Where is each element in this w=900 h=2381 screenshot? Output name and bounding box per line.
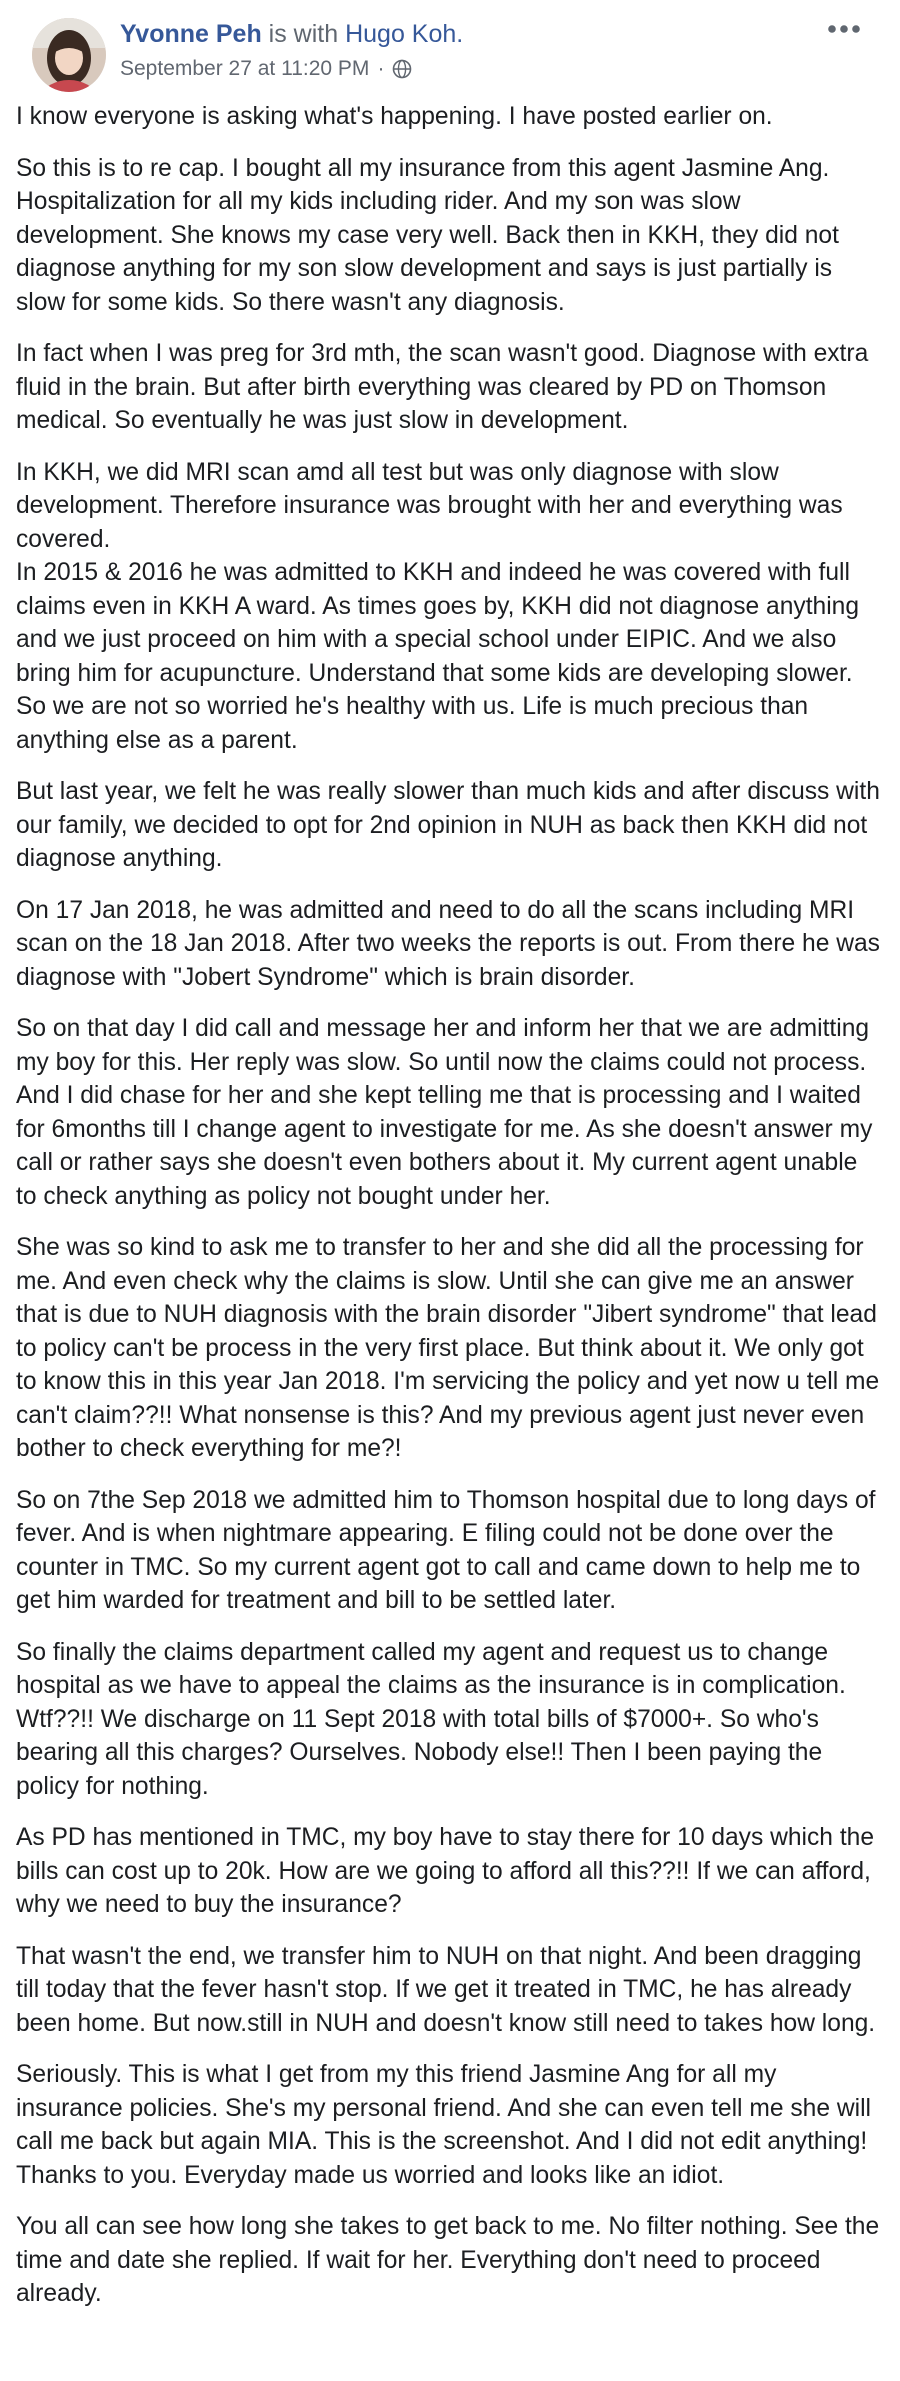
post-meta [120, 57, 412, 81]
avatar[interactable] [32, 18, 106, 92]
meta-separator: · [377, 57, 385, 80]
post-paragraph: On 17 Jan 2018, he was admitted and need to do all the scans including MRI scan on the 18 Jan 2018. After two weeks the reports is out. From there he was diagnose with "Jobert Syndrome" which is brain disorder. [16, 896, 880, 991]
post-header [16, 0, 884, 100]
globe-icon[interactable] [392, 59, 412, 79]
post-timestamp-link[interactable]: September 27 at 11:20 PM [120, 57, 370, 80]
post-paragraph: In 2015 & 2016 he was admitted to KKH and indeed he was covered with full claims even in KKH A ward. As times goes by, KKH did not diagnose anything and we just proceed on him with a special school under EIPIC. And we also bring him for acupuncture. Understand that some kids are developing slower. So we are not so worried he's healthy with us. Life is much precious than anything else as a parent. [16, 559, 860, 754]
post-paragraph: In KKH, we did MRI scan amd all test but was only diagnose with slow development. Therefore insurance was brought with her and everything was covered. [16, 458, 843, 553]
post-paragraph: I know everyone is asking what's happening. I have posted earlier on. [16, 103, 773, 130]
post-paragraph: But last year, we felt he was really slower than much kids and after discuss with our family, we decided to opt for 2nd opinion in NUH as back then KKH did not diagnose anything. [16, 778, 880, 872]
post-paragraph: So finally the claims department called my agent and request us to change hospital as we have to appeal the claims as the insurance is in complication. Wtf??!! We discharge on 11 Sept 2018 with total bills of $7000+. So who's bearing all this charges? Ourselves. Nobody else!! Then I been paying the policy for nothing. [16, 1638, 846, 1800]
post-paragraph: So this is to re cap. I bought all my insurance from this agent Jasmine Ang. Hospitalization for all my kids including rider. And my son was slow development. She knows my case very well. Back then in KKH, they did not diagnose anything for my son slow development and says is just partially is slow for some kids. So there wasn't any diagnosis. [16, 154, 839, 316]
post-paragraph: As PD has mentioned in TMC, my boy have to stay there for 10 days which the bills can cost up to 20k. How are we going to afford all this??!! If we can afford, why we need to buy the insurance? [16, 1824, 875, 1918]
more-options-icon[interactable] [824, 14, 864, 44]
with-text: is with [268, 20, 339, 48]
post-paragraph: She was so kind to ask me to transfer to her and she did all the processing for me. And even check why the claims is slow. Until she can give me an answer that is due to NUH diagnosis with the brain disorder "Jibert syndrome" that lead to policy can't be process in the very first place. But think about it. We only got to know this in this year Jan 2018. I'm servicing the policy and yet now u tell me can't claim??!! What nonsense is this? And my previous agent just never even bother to check everything for me?! [16, 1234, 880, 1462]
post-body [16, 100, 884, 2329]
post-paragraph: In fact when I was preg for 3rd mth, the scan wasn't good. Diagnose with extra fluid in the brain. But after birth everything was cleared by PD on Thomson medical. So eventually he was just slow in development. [16, 340, 869, 434]
post-paragraph: So on 7the Sep 2018 we admitted him to Thomson hospital due to long days of fever. And is when nightmare appearing. E filing could not be done over the counter in TMC. So my current agent got to call and came down to help me to get him warded for treatment and bill to be settled later. [16, 1486, 876, 1614]
avatar-photo [32, 18, 106, 92]
post-paragraph: That wasn't the end, we transfer him to NUH on that night. And been dragging till today that the fever hasn't stop. If we get it treated in TMC, he has already been home. But now.still in NUH and doesn't know still need to takes how long. [16, 1942, 876, 2037]
tagged-friend-link[interactable]: Hugo Koh. [345, 20, 464, 48]
post-paragraph: So on that day I did call and message her and inform her that we are admitting my boy for this. Her reply was slow. So until now the claims could not process. And I did chase for her and she kept telling me that is processing and I waited for 6months till I change agent to investigate for me. As she doesn't answer my call or rather says she doesn't even bothers about it. My current agent unable to check anything as policy not bought under her. [16, 1015, 873, 1210]
author-name-link[interactable]: Yvonne Peh [120, 20, 262, 48]
post-paragraph: Seriously. This is what I get from my this friend Jasmine Ang for all my insurance policies. She's my personal friend. And she can even tell me she will call me back but again MIA. This is the screenshot. And I did not edit anything! Thanks to you. Everyday made us worried and looks like an idiot. [16, 2061, 871, 2189]
post-paragraph: You all can see how long she takes to get back to me. No filter nothing. See the time and date she replied. If wait for her. Everything don't need to proceed already. [16, 2213, 880, 2307]
author-line [120, 20, 463, 49]
